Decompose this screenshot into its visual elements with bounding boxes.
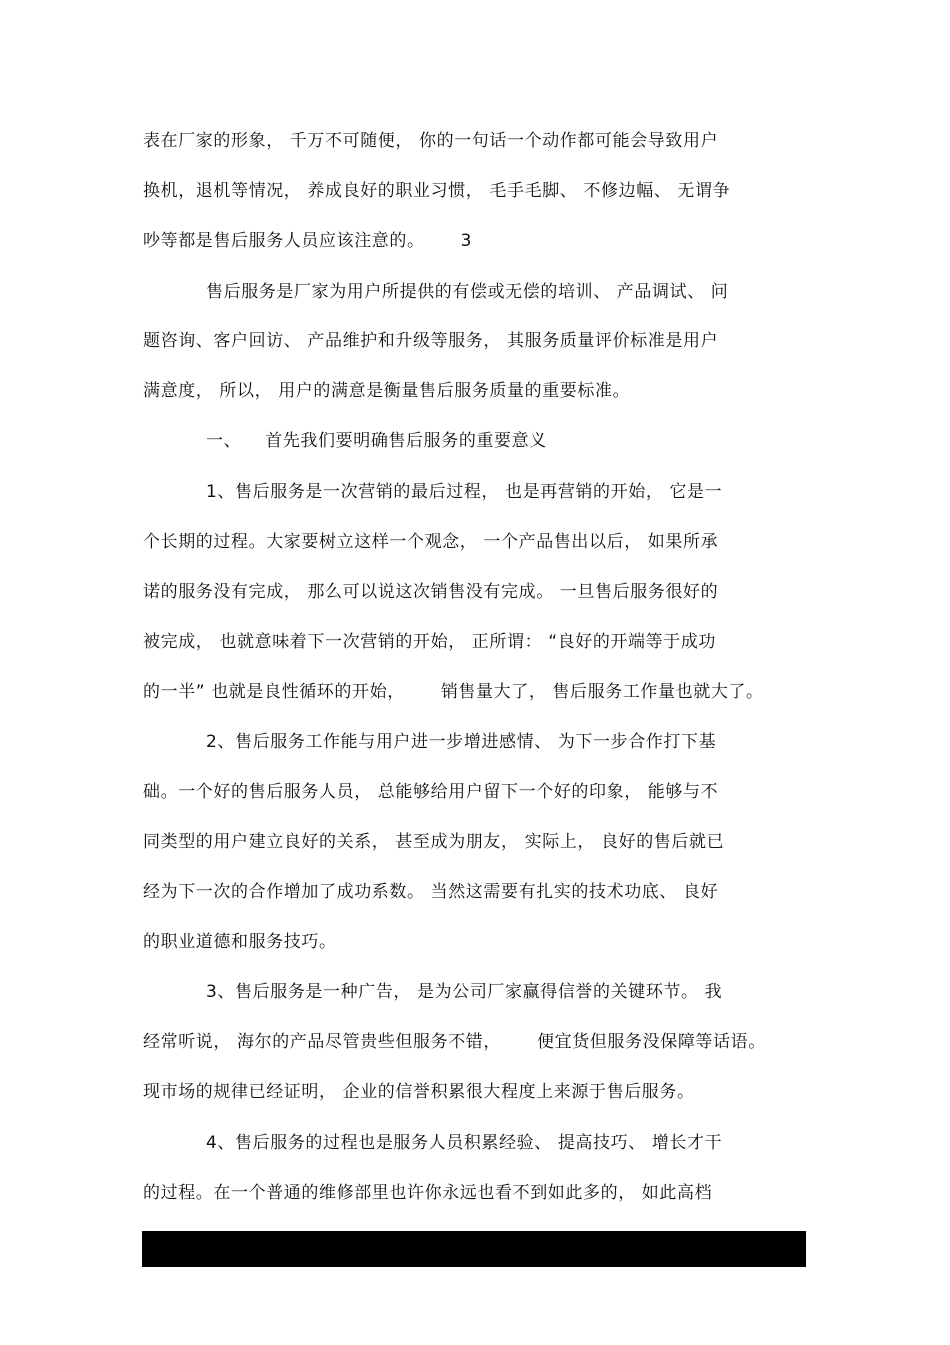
text-line: 3、售后服务是一种广告， 是为公司厂家赢得信誉的关键环节。 我	[206, 982, 723, 1002]
text-line: 诺的服务没有完成， 那么可以说这次销售没有完成。 一旦售后服务很好的	[143, 582, 719, 602]
text-line: 换机，退机等情况， 养成良好的职业习惯， 毛手毛脚、 不修边幅、 无谓争	[143, 181, 731, 201]
section-heading: 一、 首先我们要明确售后服务的重要意义	[206, 431, 547, 451]
text-line: 的职业道德和服务技巧。	[143, 932, 337, 952]
text-line: 的一半” 也就是良性循环的开始， 销售量大了， 售后服务工作量也就大了。	[143, 682, 764, 702]
text-line: 同类型的用户建立良好的关系， 甚至成为朋友， 实际上， 良好的售后就已	[143, 832, 725, 852]
text-line: 1、售后服务是一次营销的最后过程， 也是再营销的开始， 它是一	[206, 482, 723, 502]
text-line: 题咨询、客户回访、 产品维护和升级等服务， 其服务质量评价标准是用户	[143, 331, 719, 351]
text-line: 经为下一次的合作增加了成功系数。 当然这需要有扎实的技术功底、 良好	[143, 882, 719, 902]
text-line: 的过程。在一个普通的维修部里也许你永远也看不到如此多的， 如此高档	[143, 1183, 713, 1203]
text-line: 吵等都是售后服务人员应该注意的。 3	[143, 231, 473, 251]
text-line: 个长期的过程。大家要树立这样一个观念， 一个产品售出以后， 如果所承	[143, 532, 719, 552]
text-line: 2、售后服务工作能与用户进一步增进感情、 为下一步合作打下基	[206, 732, 717, 752]
text-line: 满意度， 所以， 用户的满意是衡量售后服务质量的重要标准。	[143, 381, 631, 401]
text-line: 售后服务是厂家为用户所提供的有偿或无偿的培训、 产品调试、 问	[206, 282, 729, 302]
text-line: 表在厂家的形象， 千万不可随便， 你的一句话一个动作都可能会导致用户	[143, 131, 719, 151]
text-line: 现市场的规律已经证明， 企业的信誉积累很大程度上来源于售后服务。	[143, 1082, 695, 1102]
text-line: 被完成， 也就意味着下一次营销的开始， 正所谓： “良好的开端等于成功	[143, 632, 717, 652]
redaction-bar	[142, 1231, 806, 1267]
text-line: 经常听说， 海尔的产品尽管贵些但服务不错， 便宜货但服务没保障等话语。	[143, 1032, 766, 1052]
text-line: 础。一个好的售后服务人员， 总能够给用户留下一个好的印象， 能够与不	[143, 782, 719, 802]
text-line: 4、售后服务的过程也是服务人员积累经验、 提高技巧、 增长才干	[206, 1133, 723, 1153]
